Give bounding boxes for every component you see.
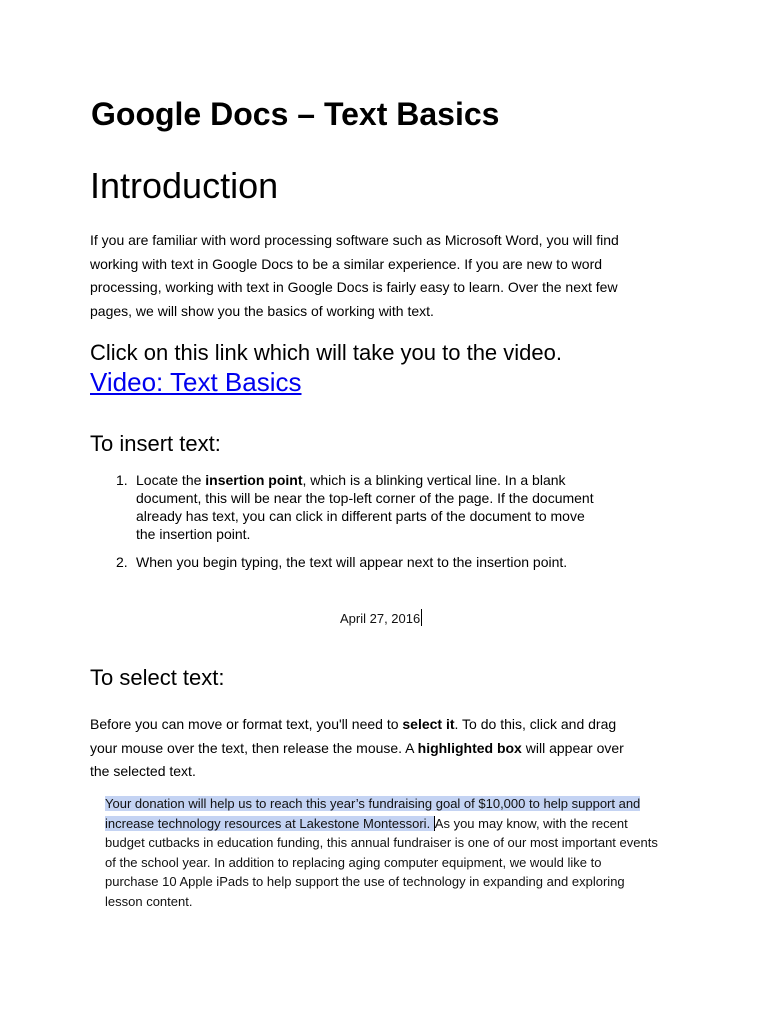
select-text: . To do this, click and drag (454, 716, 617, 732)
insertion-point-example (340, 609, 422, 628)
example-line (105, 794, 705, 814)
example-text: As you may know, with the recent (434, 815, 628, 831)
select-line: the selected text. (90, 763, 196, 779)
step-number: 1. (116, 472, 128, 488)
example-line: lesson content. (105, 893, 193, 909)
selection-example (105, 794, 705, 912)
select-text-heading: To select text: (90, 665, 225, 690)
select-text: will appear over (521, 739, 624, 756)
select-paragraph (90, 713, 690, 784)
example-line: purchase 10 Apple iPads to help support the use of technology in expanding and exploring (105, 874, 625, 890)
select-bold-term: highlighted box (417, 739, 522, 756)
step-bold-term: insertion point (205, 472, 303, 488)
example-date: April 27, 2016 (340, 611, 421, 626)
step-line: the insertion point. (136, 526, 251, 542)
highlighted-text: Your donation will help us to reach this year’s fundraising goal of $10,000 to help support and (105, 796, 641, 811)
step-line: When you begin typing, the text will appear next to the insertion point. (136, 554, 568, 570)
step-body (136, 471, 594, 543)
select-line (90, 737, 690, 761)
step-body (136, 553, 567, 571)
select-text: your mouse over the text, then release the mouse. A (90, 739, 418, 756)
document-title: Google Docs – Text Basics (91, 96, 500, 132)
intro-line: If you are familiar with word processing software such as Microsoft Word, you will find (90, 232, 619, 248)
step-text: , which is a blinking vertical line. In a blank (302, 472, 566, 488)
intro-heading: Introduction (90, 165, 279, 206)
insertion-caret (421, 609, 422, 626)
video-prompt: Click on this link which will take you to the video. (90, 340, 562, 365)
step-line: document, this will be near the top-left corner of the page. If the document (136, 490, 594, 506)
intro-line: working with text in Google Docs to be a similar experience. If you are new to word (90, 255, 603, 272)
intro-paragraph (90, 229, 690, 323)
step-line: already has text, you can click in different parts of the document to move (136, 508, 585, 524)
intro-line: processing, working with text in Google Docs is fairly easy to learn. Over the next few (90, 279, 618, 295)
intro-line: pages, we will show you the basics of working with text. (90, 302, 434, 319)
step-text: Locate the (136, 472, 206, 488)
step-line (136, 471, 594, 489)
example-line: of the school year. In addition to replacing aging computer equipment, we would like to (105, 854, 602, 870)
video-text-basics-link[interactable]: Video: Text Basics (90, 367, 302, 397)
insert-step-2 (116, 553, 567, 571)
select-bold-term: select it (402, 716, 455, 732)
example-line (105, 814, 705, 834)
step-number: 2. (116, 554, 128, 570)
highlighted-text: increase technology resources at Lakestone Montessori. (105, 815, 434, 831)
insert-text-heading: To insert text: (90, 431, 221, 456)
example-line: budget cutbacks in education funding, this annual fundraiser is one of our most important events (105, 835, 658, 851)
insert-step-1 (116, 471, 594, 543)
select-line (90, 713, 690, 737)
select-text: Before you can move or format text, you'll need to (90, 716, 403, 732)
